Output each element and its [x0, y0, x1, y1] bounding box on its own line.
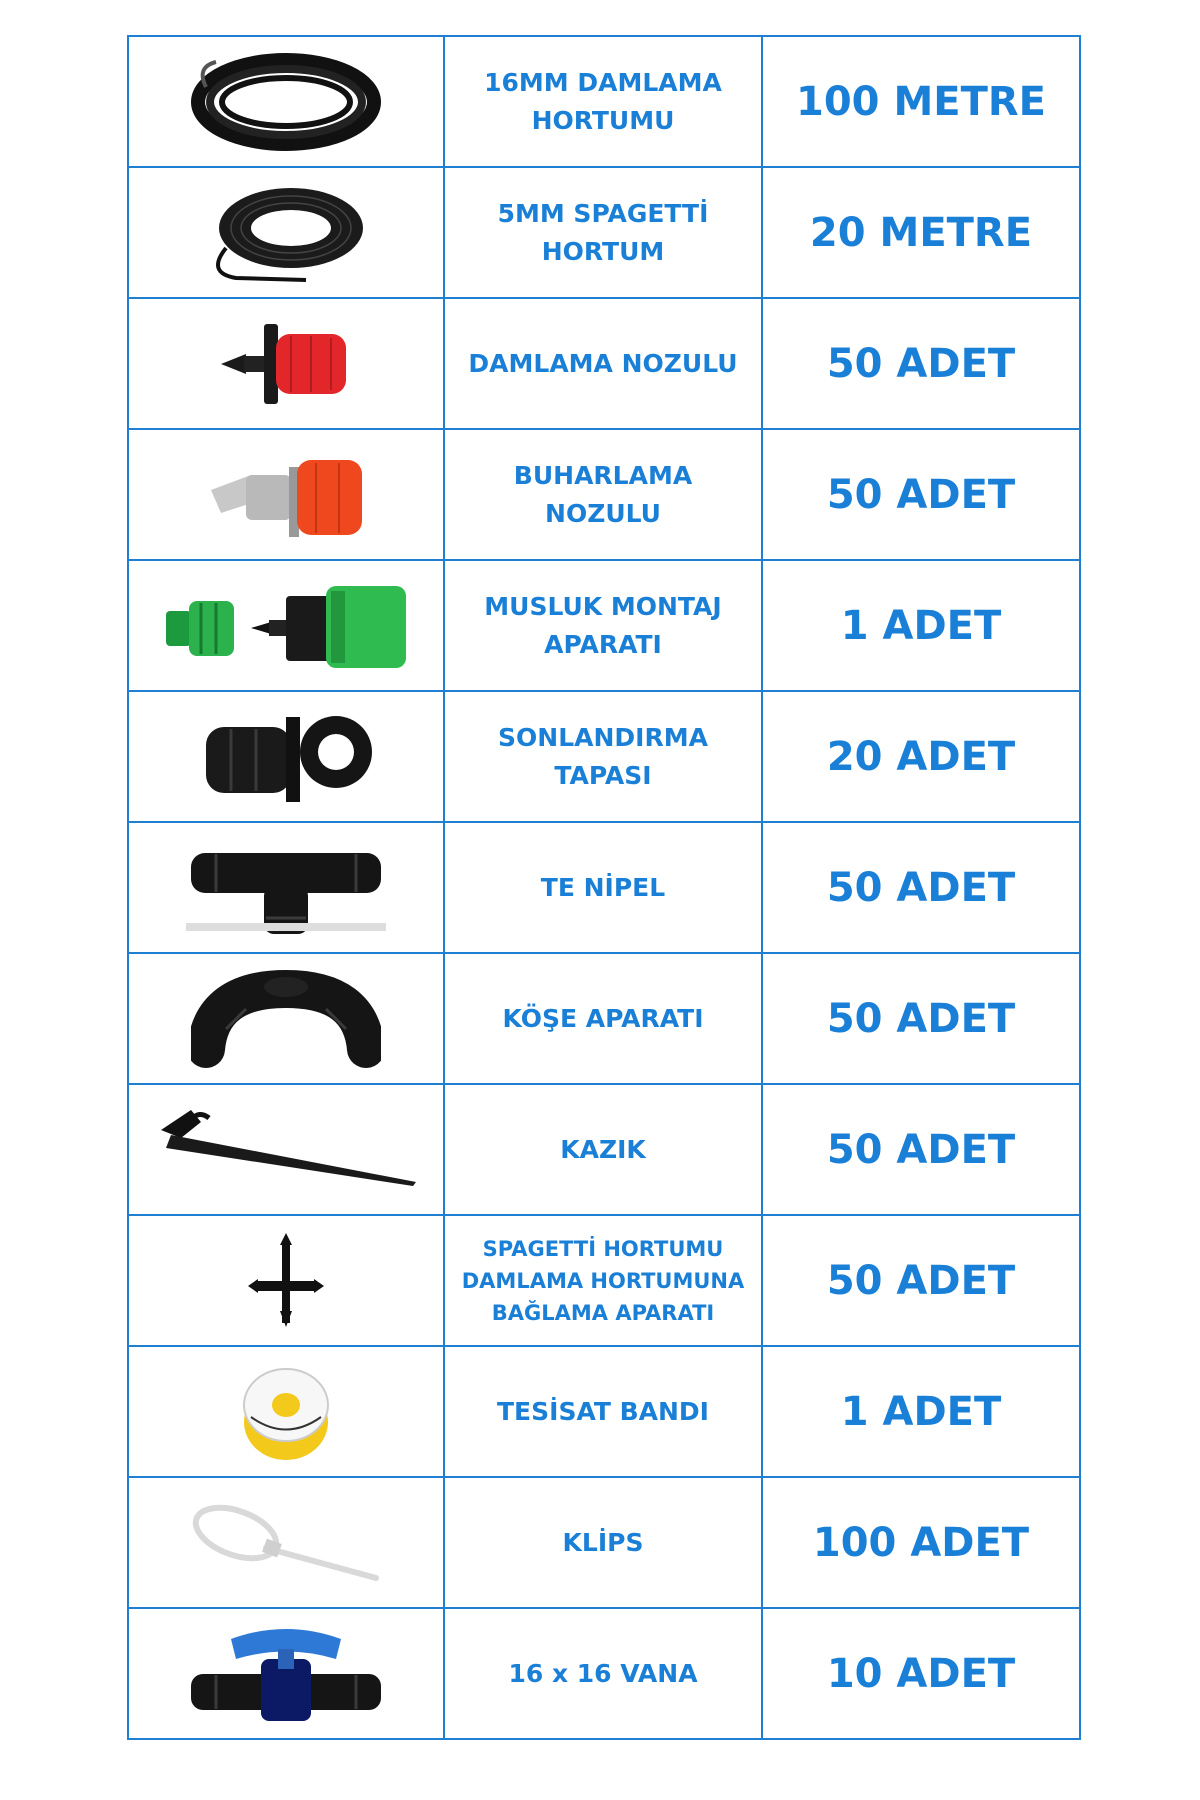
- item-image-cell: [128, 1608, 444, 1739]
- item-qty-cell: [762, 167, 1080, 298]
- item-qty-cell: [762, 1477, 1080, 1608]
- item-qty-cell: [762, 1084, 1080, 1215]
- table-row: [128, 298, 1080, 429]
- item-image-cell: [128, 953, 444, 1084]
- item-name: 5MM SPAGETTİ HORTUM: [497, 198, 709, 266]
- item-quantity: 50 ADET: [826, 1126, 1016, 1173]
- table-row: [128, 1084, 1080, 1215]
- item-name: TESİSAT BANDI: [497, 1396, 709, 1426]
- faucet-adapter-icon: [161, 576, 411, 676]
- item-quantity: 50 ADET: [826, 864, 1016, 911]
- item-quantity: 50 ADET: [826, 1257, 1016, 1304]
- item-name-cell: [444, 1346, 762, 1477]
- item-name-cell: [444, 1215, 762, 1346]
- item-qty-cell: [762, 953, 1080, 1084]
- mist-nozzle-icon: [201, 445, 371, 545]
- item-name: MUSLUK MONTAJ APARATI: [484, 591, 722, 659]
- ptfe-tape-icon: [231, 1357, 341, 1467]
- tee-fitting-icon: [186, 838, 386, 938]
- spaghetti-hose-coil-icon: [196, 178, 376, 288]
- item-image-cell: [128, 1346, 444, 1477]
- item-name: TE NİPEL: [540, 872, 666, 902]
- item-name: DAMLAMA NOZULU: [468, 348, 738, 378]
- item-name: SPAGETTİ HORTUMU DAMLAMA HORTUMUNA BAĞLAMA APARATI: [461, 1236, 745, 1325]
- ground-stake-icon: [151, 1100, 421, 1200]
- item-quantity: 100 METRE: [796, 78, 1046, 125]
- item-name-cell: [444, 953, 762, 1084]
- item-image-cell: [128, 560, 444, 691]
- cable-tie-icon: [186, 1493, 386, 1593]
- item-name: 16 x 16 VANA: [508, 1658, 698, 1688]
- table-row: [128, 167, 1080, 298]
- item-quantity: 20 ADET: [826, 733, 1016, 780]
- item-name-cell: [444, 429, 762, 560]
- item-quantity: 50 ADET: [826, 340, 1016, 387]
- barb-connector-icon: [246, 1231, 326, 1331]
- item-qty-cell: [762, 429, 1080, 560]
- item-qty-cell: [762, 1608, 1080, 1739]
- item-image-cell: [128, 36, 444, 167]
- table-row: [128, 36, 1080, 167]
- item-image-cell: [128, 429, 444, 560]
- table-row: [128, 691, 1080, 822]
- table-row: [128, 1215, 1080, 1346]
- item-quantity: 100 ADET: [812, 1519, 1030, 1566]
- table-row: [128, 1477, 1080, 1608]
- table-row: [128, 1608, 1080, 1739]
- table-row: [128, 560, 1080, 691]
- item-name-cell: [444, 822, 762, 953]
- item-name-cell: [444, 298, 762, 429]
- item-image-cell: [128, 1084, 444, 1215]
- item-name: KÖŞE APARATI: [502, 1003, 704, 1033]
- item-image-cell: [128, 1215, 444, 1346]
- item-name-cell: [444, 691, 762, 822]
- item-name: KLİPS: [562, 1527, 644, 1557]
- item-image-cell: [128, 298, 444, 429]
- item-qty-cell: [762, 691, 1080, 822]
- item-image-cell: [128, 167, 444, 298]
- item-name: SONLANDIRMA TAPASI: [498, 722, 708, 790]
- item-qty-cell: [762, 1215, 1080, 1346]
- item-quantity: 50 ADET: [826, 995, 1016, 1042]
- item-image-cell: [128, 822, 444, 953]
- item-quantity: 1 ADET: [840, 602, 1002, 649]
- item-qty-cell: [762, 298, 1080, 429]
- product-table: [127, 35, 1081, 1740]
- item-name-cell: [444, 1084, 762, 1215]
- item-qty-cell: [762, 36, 1080, 167]
- item-qty-cell: [762, 1346, 1080, 1477]
- table-row: [128, 822, 1080, 953]
- item-name-cell: [444, 560, 762, 691]
- item-quantity: 1 ADET: [840, 1388, 1002, 1435]
- item-qty-cell: [762, 822, 1080, 953]
- table-row: [128, 1346, 1080, 1477]
- table-row: [128, 953, 1080, 1084]
- elbow-fitting-icon: [191, 969, 381, 1069]
- item-name-cell: [444, 1477, 762, 1608]
- item-image-cell: [128, 1477, 444, 1608]
- drip-hose-coil-icon: [186, 47, 386, 157]
- item-quantity: 50 ADET: [826, 471, 1016, 518]
- drip-nozzle-icon: [216, 314, 356, 414]
- end-plug-icon: [196, 707, 376, 807]
- valve-icon: [186, 1619, 386, 1729]
- item-name: KAZIK: [560, 1134, 646, 1164]
- item-name: BUHARLAMA NOZULU: [513, 460, 693, 528]
- item-name-cell: [444, 36, 762, 167]
- item-quantity: 10 ADET: [826, 1650, 1016, 1697]
- item-image-cell: [128, 691, 444, 822]
- item-qty-cell: [762, 560, 1080, 691]
- item-name: 16MM DAMLAMA HORTUMU: [484, 67, 722, 135]
- item-quantity: 20 METRE: [809, 209, 1033, 256]
- item-name-cell: [444, 167, 762, 298]
- item-name-cell: [444, 1608, 762, 1739]
- table-row: [128, 429, 1080, 560]
